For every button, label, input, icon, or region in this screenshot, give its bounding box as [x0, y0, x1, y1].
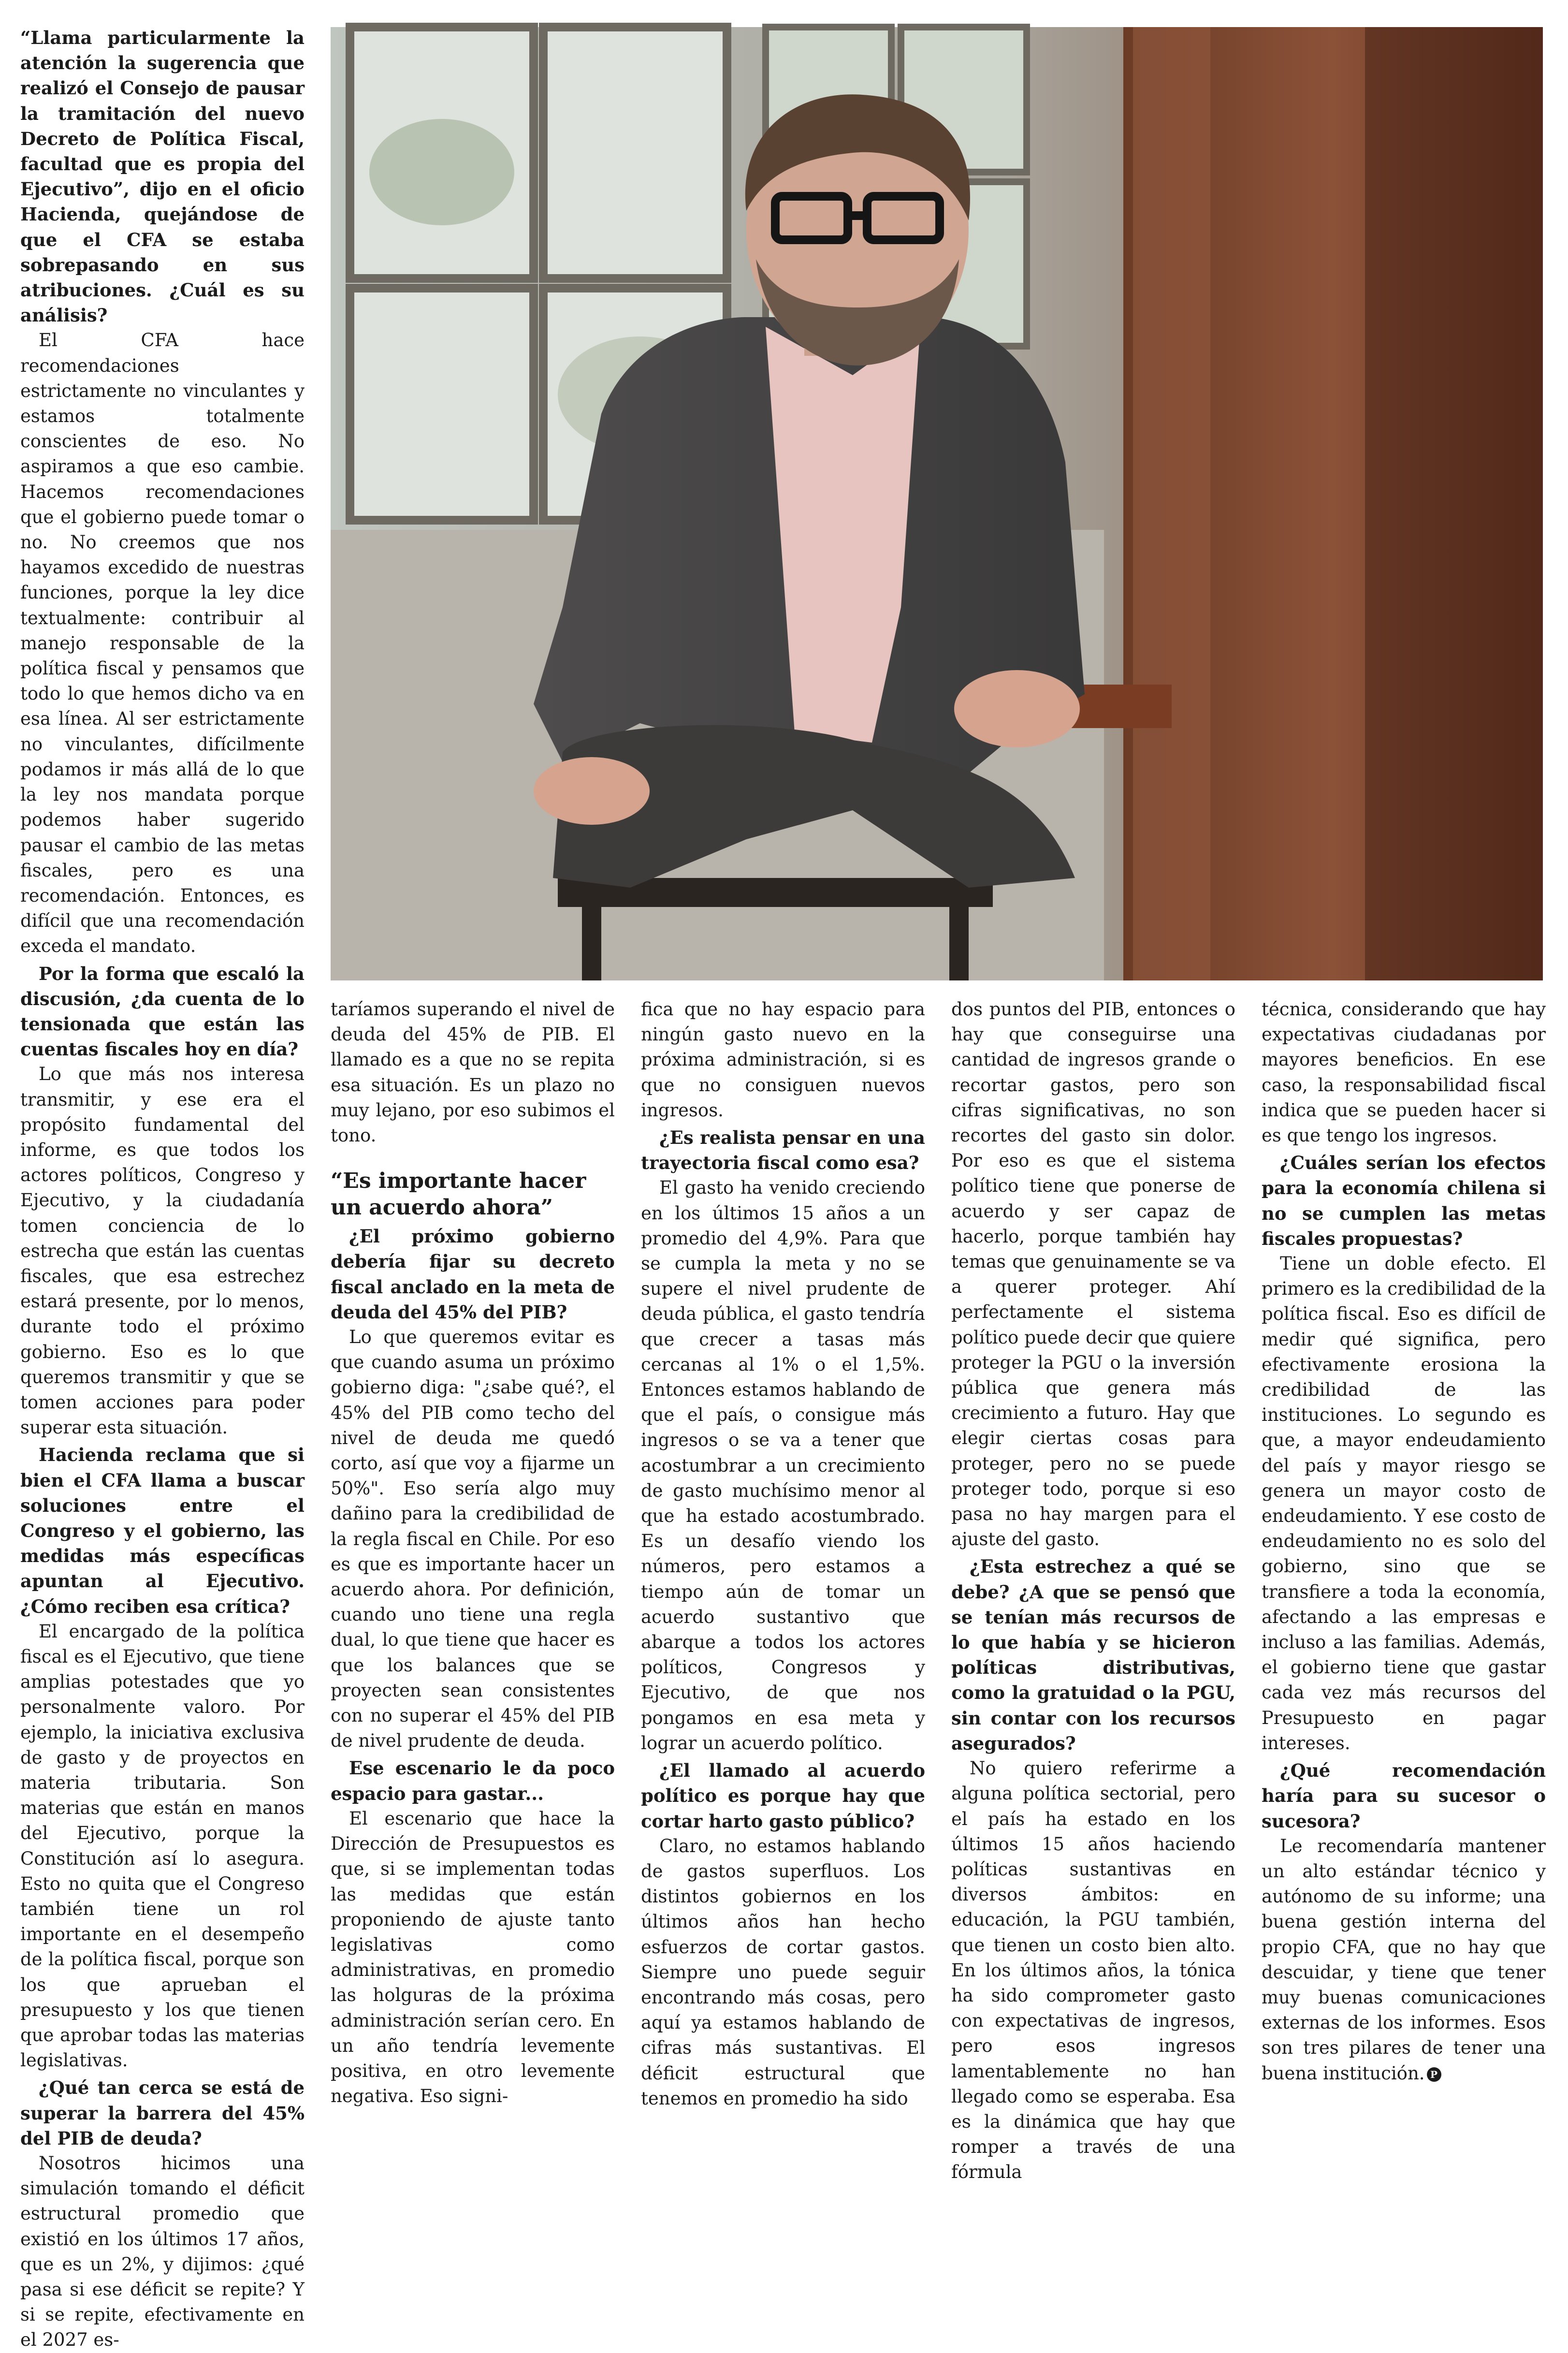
question: Ese escenario le da poco espacio para gastar... [331, 1757, 615, 1804]
answer-final [1262, 1834, 1546, 2086]
answer: Nosotros hicimos una simulación tomando el déficit estructural promedio que existió en los últimos 17 años, que es un 2%, y dijimos: ¿qué pasa si ese déficit se repite? Y si se repite, efectivamente en el 2027 es- [20, 2153, 305, 2351]
portrait-photo [331, 27, 1543, 980]
question: ¿Es realista pensar en una trayectoria fiscal como esa? [641, 1127, 925, 1174]
answer: No quiero referirme a alguna política sectorial, pero el país ha estado en los últimos 15 años haciendo políticas sustantivas en diversos ámbitos: en educación, la PGU también, que tienen un costo bien alto. En los últimos años, la tónica ha sido comprometer gasto con expectativas de ingresos, pero esos ingresos lamentablemente no han llegado como se esperaba. Esa es la dinámica que hay que romper a través de una fórmula [951, 1758, 1235, 2183]
question: ¿Qué recomendación haría para su sucesor o sucesora? [1262, 1760, 1546, 1832]
question: ¿El próximo gobierno debería fijar su decreto fiscal anclado en la meta de deuda del 45% del PIB? [331, 1226, 615, 1323]
article-column-4 [951, 997, 1235, 2183]
answer: Lo que queremos evitar es que cuando asuma un próximo gobierno diga: "¿sabe qué?, el 45% del PIB como techo del nivel de deuda me quedó corto, así que voy a fijarme un 50%". Eso sería algo muy dañino para la credibilidad de la regla fiscal en Chile. Por eso es que es importante hacer un acuerdo ahora. Por definición, cuando uno tiene una regla dual, lo que tiene que hacer es que los balances que se proyecten sean consistentes con no superar el 45% del PIB de nivel prudente de deuda. [331, 1327, 615, 1752]
article-column-1 [20, 23, 305, 2351]
answer-continued: taríamos superando el nivel de deuda del 45% de PIB. El llamado es a que no se repita esa situación. Es un plazo no muy lejano, por eso subimos el tono. [331, 999, 615, 1146]
question: ¿Cuáles serían los efectos para la economía chilena si no se cumplen las metas fiscales propuestas? [1262, 1152, 1546, 1249]
question: ¿Qué tan cerca se está de superar la barrera del 45% del PIB de deuda? [20, 2077, 305, 2149]
question: “Llama particularmente la atención la sugerencia que realizó el Consejo de pausar la tramitación del nuevo Decreto de Política Fiscal, facultad que es propia del Ejecutivo”, dijo en el oficio Hacienda, quejándose de que el CFA se estaba sobrepasando en sus atribuciones. ¿Cuál es su análisis? [20, 27, 305, 326]
answer: El escenario que hace la Dirección de Presupuestos es que, si se implementan todas las medidas que están proponiendo de ajuste tanto legislativas como administrativas, en promedio las holguras de la próxima administración serían cero. En un año tendría levemente positiva, en otro levemente negativa. Eso signi- [331, 1808, 615, 2107]
answer-continued: fica que no hay espacio para ningún gasto nuevo en la próxima administración, si es que no consiguen nuevos ingresos. [641, 999, 925, 1121]
answer: Claro, no estamos hablando de gastos superfluos. Los distintos gobiernos en los últimos años han hecho esfuerzos de cortar gastos. Siempre uno puede seguir encontrando más cosas, pero aquí ya estamos hablando de cifras más sustantivas. El déficit estructural que tenemos en promedio ha sido [641, 1835, 925, 2109]
question: Hacienda reclama que si bien el CFA llama a buscar soluciones entre el Congreso y el gobierno, las medidas más específicas apuntan al Ejecutivo. ¿Cómo reciben esa crítica? [20, 1444, 305, 1617]
answer: El gasto ha venido creciendo en los últimos 15 años a un promedio del 4,9%. Para que se cumpla la meta y no se supere el nivel prudente de deuda pública, el gasto tendría que crecer a tasas más cercanas al 1% o el 1,5%. Entonces estamos hablando de que el país, o consigue más ingresos o se va a tener que acostumbrar a un crecimiento de gasto muchísimo menor al que ha estado acostumbrado. Es un desafío viendo los números, pero estamos a tiempo aún de tomar un acuerdo sustantivo que abarque a todos los actores políticos, Congresos y Ejecutivo, de que nos pongamos en esa meta y lograr un acuerdo político. [641, 1177, 925, 1754]
portrait-illustration [331, 27, 1543, 980]
article-column-3 [641, 997, 925, 2109]
answer: Tiene un doble efecto. El primero es la credibilidad de la política fiscal. Eso es difícil de medir qué significa, pero efectivamente erosiona la credibilidad de las instituciones. Lo segundo es que, a mayor endeudamiento del país y mayor riesgo se genera un mayor costo de endeudamiento. Y ese costo de endeudamiento no es solo del gobierno, sino que se transfiere a toda la economía, afectando a las empresas e incluso a las familias. Además, el gobierno tiene que gastar cada vez más recursos del Presupuesto en pagar intereses. [1262, 1253, 1546, 1754]
question: ¿El llamado al acuerdo político es porque hay que cortar harto gasto público? [641, 1760, 925, 1832]
end-of-article-icon: P [1427, 2067, 1441, 2082]
question: ¿Esta estrechez a qué se debe? ¿A que se pensó que se tenían más recursos de lo que había y se hicieron políticas distributivas, como la gratuidad o la PGU, sin contar con los recursos asegurados? [951, 1556, 1235, 1754]
answer: El CFA hace recomendaciones estrictamente no vinculantes y estamos totalmente conscientes de eso. No aspiramos a que eso cambie. Hacemos recomendaciones que el gobierno puede tomar o no. No creemos que nos hayamos excedido de nuestras funciones, porque la ley dice textualmente: contribuir al manejo responsable de la política fiscal y pensamos que todo lo que hemos dicho va en esa línea. Al ser estrictamente no vinculantes, difícilmente podamos ir más allá de lo que la ley nos mandata porque podemos haber sugerido pausar el cambio de las metas fiscales, pero es una recomendación. Entonces, es difícil que una recomendación exceda el mandato. [20, 330, 305, 957]
answer: Lo que más nos interesa transmitir, y ese era el propósito fundamental del informe, es que todos los actores políticos, Congreso y Ejecutivo, y la ciudadanía tomen conciencia de lo estrecha que están las cuentas fiscales, que esa estrechez estará presente, por lo menos, durante todo el próximo gobierno. Eso es lo que queremos transmitir y que se tomen acciones para poder superar esta situación. [20, 1064, 305, 1438]
section-subheading: “Es importante hacer un acuerdo ahora” [331, 1169, 586, 1220]
article-column-5 [1262, 997, 1546, 2084]
final-answer-text: Le recomendaría mantener un alto estándar técnico y autónomo de su informe; una buena gestión interna del propio CFA, que no hay que descuidar, y tiene que tener muy buenas comunicaciones externas de los informes. Esos son tres pilares de tener una buena institución. [1262, 1835, 1546, 2084]
answer: El encargado de la política fiscal es el Ejecutivo, que tiene amplias potestades que yo personalmente valoro. Por ejemplo, la iniciativa exclusiva de gasto y de proyectos en materia tributaria. Son materias que están en manos del Ejecutivo, porque la Constitución así lo asegura. Esto no quita que el Congreso también tiene un rol importante en el desempeño de la política fiscal, porque son los que aprueban el presupuesto y los que tienen que aprobar todas las materias legislativas. [20, 1621, 305, 2071]
answer-continued: técnica, considerando que hay expectativas ciudadanas por mayores beneficios. En ese caso, la responsabilidad fiscal indica que se pueden hacer si es que tengo los ingresos. [1262, 999, 1546, 1146]
question: Por la forma que escaló la discusión, ¿da cuenta de lo tensionada que están las cuentas fiscales hoy en día? [20, 963, 305, 1060]
article-column-2 [331, 997, 615, 2107]
answer-continued: dos puntos del PIB, entonces o hay que conseguirse una cantidad de ingresos grande o recortar gastos, pero son cifras significativas, no son recortes del gasto sin dolor. Por eso es que el sistema político tiene que ponerse de acuerdo y ser capaz de hacerlo, porque también hay temas que genuinamente se va a querer proteger. Ahí perfectamente el sistema político puede decir que quiere proteger la PGU o la inversión pública que genera más crecimiento a futuro. Hay que elegir ciertas cosas para proteger, pero no se puede proteger todo, porque si eso pasa no hay margen para el ajuste del gasto. [951, 999, 1235, 1550]
